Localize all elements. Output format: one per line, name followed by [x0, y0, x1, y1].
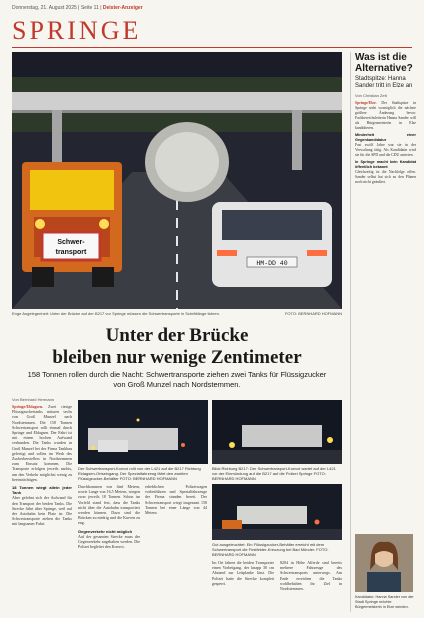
- hero-illustration: [12, 52, 342, 309]
- hero-caption-text: Enge Angelegenheit: Unter der Brücke auf der B217 vor Springe müssen die Schwertransporte in Schrittlänge fahren.: [12, 311, 220, 316]
- article-column-1: [12, 404, 72, 612]
- article-column-4: [212, 560, 274, 612]
- section-title: SPRINGE: [12, 16, 142, 45]
- col4-text: Im Ort fahren die beiden Transporter einen Vorbeigang, der knapp 30 cm Abstand zur Leitplanke lässt. Die Polizei hatte die Strecke komplett gesperrt.: [212, 560, 274, 586]
- photo4-caption-text: Gut ausgeleuchtet: Ein Flüssigzucker-Behälter erreicht mit dem Schwertransport die Firstfelder-Kreuzung bei Bad Münder.: [212, 542, 325, 552]
- col1-subheading: 18 Tonnen wiegt allein jeder Tank: [12, 485, 72, 496]
- sidebar-portrait: [355, 534, 413, 592]
- sidebar-portrait-caption: Kandidatur: Hanna Sander von der Stadt Springe möchte Bürgermeisterin in Elze werden.: [355, 595, 414, 609]
- dateline: [12, 5, 143, 11]
- sidebar-subheading-1: Minderheit einer Gegenkandidatur: [355, 133, 416, 142]
- sidebar-author: Von Christian Zett: [355, 93, 387, 98]
- col1-text-2: Aber gelohnt sich der Aufwand für den Transport der beiden Tanks. Die Strecke führt über Springe, weil auf der Autobahn kein Platz ist. Die Schwertransporte ziehen die Tanks mit langsamer Fahrt.: [12, 495, 72, 527]
- sidebar-deck: Stadtspitze: Hanna Sander tritt in Elze an: [355, 76, 413, 89]
- sidebar-text-3: Gleichzeitig ist die Nachfolge offen. Sander selbst hat sich zu den Plänen noch nicht geäußert.: [355, 170, 416, 184]
- photo-convoy-caption: [78, 466, 208, 481]
- hero-caption: [12, 311, 342, 316]
- photo4-credit: FOTO: BERNHARD HOFMANN: [212, 547, 329, 557]
- hero-credit: FOTO: BERNHARD HOFMANN: [284, 311, 342, 316]
- sidebar-article: [350, 52, 416, 612]
- photo3-credit: FOTO: BERNHARD HOFMANN: [212, 471, 326, 481]
- photo-convoy: [78, 400, 208, 464]
- sidebar-text-2: Fast zwölf Jahre war sie in der Verwaltung tätig. Als Kandidatin wird sie für die SPD und die CDU antreten.: [355, 143, 416, 157]
- sidebar-title: Was ist die Alternative?: [355, 52, 413, 74]
- headline-line-1: Unter der Brücke: [105, 325, 249, 346]
- photo-waiting-caption: [212, 466, 342, 481]
- photo2-credit: FOTO: BERNHARD HOFMANN: [119, 476, 177, 481]
- photo3-caption-text: Blick Richtung B217: Der Schwertransport-Konvoi wartet auf der L421 vor der Einmündung auf die B217 auf die Polizei Springe: [212, 466, 336, 476]
- article-column-5: [280, 560, 342, 612]
- col2-subheading: Gegenverkehr nicht möglich: [78, 528, 133, 534]
- col2-text-2: Auf der gesamten Strecke muss der Gegenverkehr angehalten werden. Die Polizei begleitet den Konvoi.: [78, 533, 140, 550]
- col3-text: erheblichen Polizeiwagen vorbeiführen und Spezialfahrzeuge der Firma standen bereit. Der Schwertransport wiegt insgesamt 158 Tonnen bei einer Länge von 44 Metern.: [145, 484, 207, 516]
- paper-name: Deister-Anzeiger: [102, 5, 143, 11]
- sign-text-1: Schwer-: [57, 239, 85, 246]
- photo-crossing-caption: [212, 542, 342, 557]
- sign-text-2: transport: [55, 249, 87, 256]
- headline-line-2: bleiben nur wenige Zentimeter: [52, 347, 302, 368]
- plate-text: HM-DD 40: [256, 260, 288, 267]
- sidebar-text-1: Der Stadtspitze in Springe steht womöglich die nächste größere Änderung bevor. Fachbereichsleiterin Hanna Sander will als Bürgermeisterin in Elze kandidieren.: [355, 101, 416, 130]
- dateline-lead: Springe/Eldagsen.: [12, 404, 44, 409]
- waiting-illustration: [212, 400, 342, 464]
- article-column-2: [78, 484, 140, 612]
- hero-photo: [12, 52, 342, 309]
- col1-text: Zwei riesige Flüssigzuckertanks müssen sechs von Groß Munzel nach Nordstemmen. Die 158 Tonnen Schwertransport rollt einmal durch Springe und Eldagsen. Der Fahrt ist mit einem hochen Aufwand verbunden. Die Tanks wurden in Groß Munzel bei der Firma Tankbau gefertigt und sollen im Werk des Zuckerherstellers in Nordstemmen zum Einsatz kommen. Die Transporte erfolgen jeweils nachts, um den Verkehr möglichst wenig zu beeinträchtigen.: [12, 404, 72, 482]
- byline: Von Bernhard Hermann: [12, 397, 55, 402]
- photo-waiting: [212, 400, 342, 464]
- portrait-illustration: [355, 534, 413, 592]
- col5-text: 8204 in Höhe Alferde sind bereits mehrere Fahrzeuge des Schwertransports unterwegs. Am Ende erreichen die Tanks wohlbehalten ihr Ziel in Nordstemmen.: [280, 560, 342, 592]
- photo-crossing: [212, 484, 342, 540]
- article-column-3: [145, 484, 207, 612]
- photo2-caption-text: Der Schwertransport-Konvoi rollt von der L421 auf die B217 Richtung Eldagsen-Ortseingang. Der Spezialfahrzeug fährt den zweiten Flüssigzucker-Behälter: [78, 466, 201, 481]
- article-headline: [12, 325, 342, 369]
- crossing-illustration: [212, 484, 342, 540]
- convoy-illustration: [78, 400, 208, 464]
- sidebar-body: [355, 101, 416, 185]
- date-text: Donnerstag, 21. August 2025 | Seite 11 |: [12, 5, 102, 11]
- col2-text: Durchkommen von fünf Metern, sowie Lange von 16,5 Metern, wiegen zwar jeweils 18 Tonnen. Schon im Vorfeld stand fest, dass die Tanks nicht über die Autobahn transportiert werden können. Dazu sind die Brücken zu niedrig und die Kurven zu eng.: [78, 484, 140, 526]
- sidebar-subheading-2: In Springe macht kein Kandidat öffentlich bekannt: [355, 160, 416, 169]
- article-subhead: 158 Tonnen rollen durch die Nacht: Schwertransporte ziehen zwei Tanks für Flüssigzucker von Groß Munzel nach Nordstemmen.: [27, 370, 327, 389]
- sidebar-lead: Springe/Elze.: [355, 101, 377, 105]
- masthead-rule: [12, 47, 412, 48]
